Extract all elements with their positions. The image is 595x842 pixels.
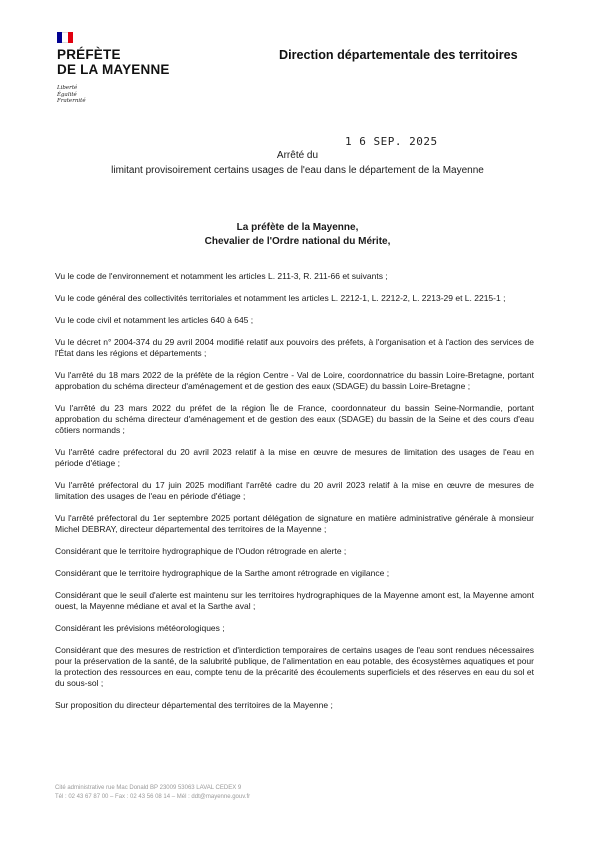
motto-egalite: Égalité xyxy=(57,91,77,98)
proposal-paragraph: Sur proposition du directeur départemental des territoires de la Mayenne ; xyxy=(55,700,333,710)
decree-subject: limitant provisoirement certains usages de l'eau dans le département de la Mayenne xyxy=(111,165,484,176)
french-flag-logo xyxy=(57,32,73,43)
recital-paragraph: Vu le code civil et notamment les articles 640 à 645 ; xyxy=(55,315,254,325)
considering-paragraph: Considérant que le territoire hydrographique de l'Oudon rétrograde en alerte ; xyxy=(55,546,347,556)
footer-contact: Tél : 02 43 67 87 00 – Fax : 02 43 56 08 14 – Mél : ddt@mayenne.gouv.fr xyxy=(55,793,251,800)
recital-paragraph: Vu l'arrêté du 23 mars 2022 du préfet de la région Île de France, coordonnateur du bassin Seine-Normandie, portant approbation du schéma directeur d'aménagement et de gestion des eaux (SDAGE) du bassin de la Seine et des cours d'eau côtiers normands ; xyxy=(55,403,534,435)
decree-title: Arrêté du xyxy=(276,150,319,161)
recital-paragraph: Vu l'arrêté cadre préfectoral du 20 avril 2023 relatif à la mise en œuvre de mesures de limitation des usages de l'eau en période d'étiage ; xyxy=(55,447,534,468)
brand-line-1: PRÉFÈTE xyxy=(57,47,121,62)
considering-paragraph: Considérant les prévisions météorologiques ; xyxy=(55,623,225,633)
prefecture-brand xyxy=(57,47,170,77)
authority-distinction: Chevalier de l'Ordre national du Mérite, xyxy=(204,236,391,247)
considering-paragraph: Considérant que des mesures de restriction et d'interdiction temporaires de certains usages de l'eau sont rendues nécessaires pour la préservation de la santé, de la salubrité publique, de l'alimentation en eau potable, des écosystèmes aquatiques et pour la protection des ressources en eau, compte tenu de la précarité des écoulements superficiels et des réserves en eau du sol et du sous-sol ; xyxy=(55,645,534,688)
recital-paragraph: Vu le décret n° 2004-374 du 29 avril 2004 modifié relatif aux pouvoirs des préfets, à l'organisation et à l'action des services de l'État dans les régions et départements ; xyxy=(55,337,534,358)
brand-line-2: DE LA MAYENNE xyxy=(57,62,170,77)
recital-paragraph: Vu l'arrêté préfectoral du 17 juin 2025 modifiant l'arrêté cadre du 20 avril 2023 relatif à la mise en œuvre de mesures de limitation des usages de l'eau en période d'étiage ; xyxy=(55,480,534,501)
decree-body xyxy=(55,271,534,722)
footer-address: Cité administrative rue Mac Donald BP 23009 53063 LAVAL CEDEX 9 xyxy=(55,785,242,791)
recital-paragraph: Vu l'arrêté préfectoral du 1er septembre 2025 portant délégation de signature en matière administrative générale à monsieur Michel DEBRAY, directeur départemental des territoires de la Mayenne ; xyxy=(55,513,534,534)
page-footer xyxy=(55,784,250,801)
motto-fraternite: Fraternité xyxy=(57,98,86,104)
date-stamp: 1 6 SEP. 2025 xyxy=(345,135,438,148)
recital-paragraph: Vu le code de l'environnement et notamment les articles L. 211-3, R. 211-66 et suivants ; xyxy=(55,271,388,281)
authority-name: La préfète de la Mayenne, xyxy=(236,222,359,233)
republic-motto xyxy=(57,85,86,105)
recital-paragraph: Vu l'arrêté du 18 mars 2022 de la préfète de la région Centre - Val de Loire, coordonnatrice du bassin Loire-Bretagne, portant approbation du schéma directeur d'aménagement et de gestion des eaux (SDAGE) du bassin Loire-Bretagne ; xyxy=(55,370,534,391)
direction-heading: Direction départementale des territoires xyxy=(279,48,518,62)
recital-paragraph: Vu le code général des collectivités territoriales et notamment les articles L. 2212-1, L. 2212-2, L. 2213-29 et L. 2215-1 ; xyxy=(55,293,506,303)
motto-liberte: Liberté xyxy=(57,85,78,91)
considering-paragraph: Considérant que le seuil d'alerte est maintenu sur les territoires hydrographiques de la Mayenne amont est, la Mayenne amont ouest, la Mayenne médiane et aval et la Sarthe aval ; xyxy=(55,590,534,611)
considering-paragraph: Considérant que le territoire hydrographique de la Sarthe amont rétrograde en vigilance ; xyxy=(55,568,390,578)
